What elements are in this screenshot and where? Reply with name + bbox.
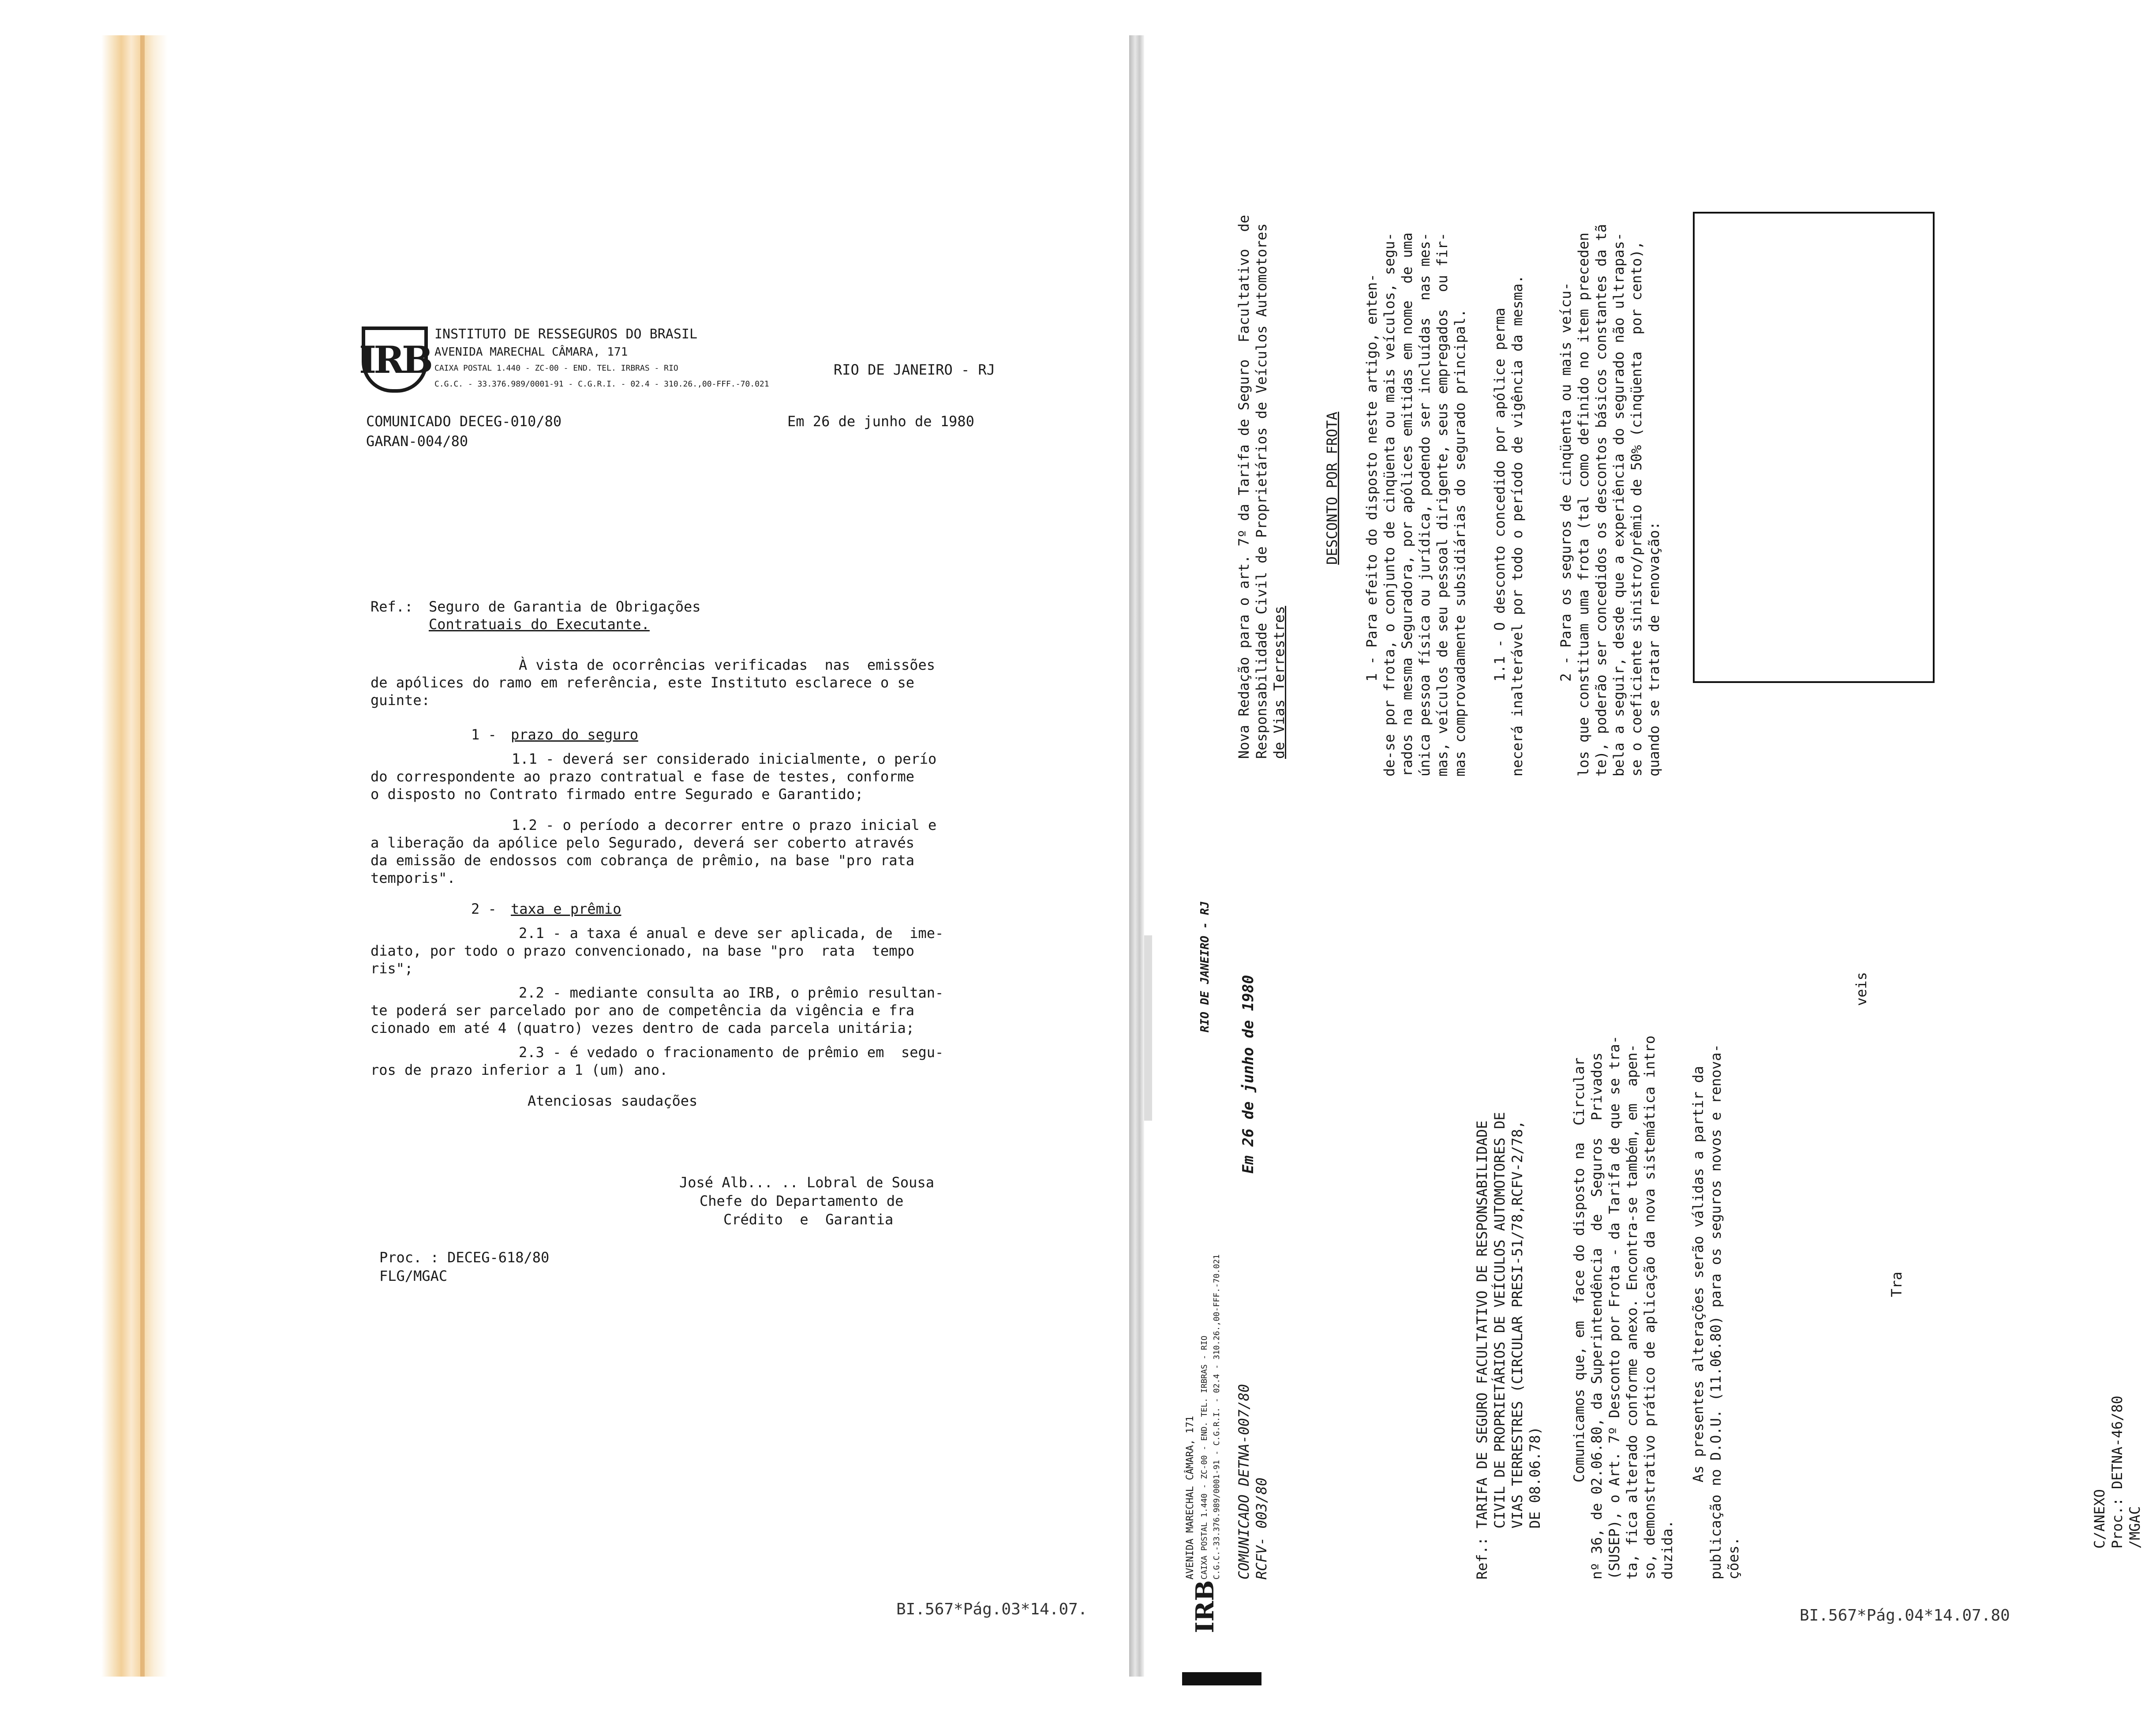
- annex-header-line-2: Responsabilidade Civil de Proprietários de Veículos Automotores: [1253, 223, 1270, 759]
- right-letterhead-line1: CAIXA POSTAL 1.440 - ZC-00 - END. TEL. IRBRAS - RIO: [1200, 1336, 1209, 1580]
- signature-title-2: Crédito e Garantia: [723, 1211, 894, 1228]
- closing: Atenciosas saudações: [528, 1092, 698, 1109]
- section-2-number: 2 -: [471, 901, 497, 917]
- section-1-title: prazo do seguro: [511, 726, 638, 743]
- right-body-line-3: (SUSEP), o Art. 7º Desconto por Frota - da Tarifa de que se tra-: [1606, 1036, 1623, 1580]
- section-1-number: 1 -: [471, 726, 497, 743]
- annex-article-line-14: bela a seguir, desde que a experiência do segurado não ultrapas-: [1610, 233, 1627, 777]
- letterhead-line1: CAIXA POSTAL 1.440 - ZC-00 - END. TEL. IRBRAS - RIO: [434, 364, 678, 373]
- ref-line-2: Contratuais do Executante.: [429, 616, 650, 633]
- right-body-line-10: ções.: [1725, 1537, 1742, 1580]
- right-ref-line-3: VIAS TERRESTRES (CIRCULAR PRESI-51/78,RCFV-2/78,: [1509, 1120, 1526, 1580]
- item-2-1-line-2: diato, por todo o prazo convencionado, na base "pro rata tempo: [371, 942, 914, 959]
- right-ref-line-2: CIVIL DE PROPRIETÁRIOS DE VEÍCULOS AUTOMOTORES DE: [1491, 1112, 1508, 1580]
- right-body-line-2: nº 36, de 02.06.80, da Superintendência de Seguros Privados: [1588, 1052, 1605, 1580]
- item-1-2-line-4: temporis".: [371, 870, 456, 886]
- letterhead-city: RIO DE JANEIRO - RJ: [834, 361, 996, 378]
- right-document-date: Em 26 de junho de 1980: [1239, 975, 1257, 1174]
- right-body-line-5: so, demonstrativo prático de aplicação da nova sistemática intro: [1641, 1036, 1658, 1580]
- right-body-line-8: As presentes alterações serão válidas a partir da: [1690, 1066, 1707, 1482]
- annex-article-line-16: quando se tratar de renovação:: [1646, 522, 1662, 777]
- section-2-title: taxa e prêmio: [511, 901, 621, 917]
- binding-strip: [101, 35, 168, 1677]
- binding-line: [140, 35, 145, 1677]
- scan-mark: [1144, 935, 1152, 1121]
- anexo-line-1: C/ANEXO: [2091, 1489, 2108, 1549]
- item-1-1-line-2: do correspondente ao prazo contratual e fase de testes, conforme: [371, 768, 914, 785]
- page-footer-left: BI.567*Pág.03*14.07.: [896, 1600, 1088, 1618]
- document-date: Em 26 de junho de 1980: [787, 413, 974, 430]
- anexo-line-3: /MGAC: [2126, 1506, 2143, 1549]
- annex-article-line-13: te), poderão ser concedidos os descontos básicos constantes da tã: [1593, 224, 1610, 777]
- letterhead-name: INSTITUTO DE RESSEGUROS DO BRASIL: [434, 326, 698, 342]
- annex-article-line-12: los que constituam uma frota (tal como definido no item preceden: [1575, 233, 1592, 777]
- annex-article-line-11: 2 - Para os seguros de cinqüenta ou mais veícu-: [1557, 282, 1574, 682]
- item-1-1-line-3: o disposto no Contrato firmado entre Segurado e Garantido;: [371, 786, 864, 803]
- page-gutter: [1129, 35, 1144, 1677]
- annex-article-line-15: se o coeficiente sinistro/prêmio de 50% (cinqüenta por cento),: [1628, 241, 1645, 777]
- right-letterhead-line2: C.G.C.-33.376.989/0001-91 - C.G.R.I. - 02.4 - 310.26.,00-FFF.-70.021: [1212, 1254, 1221, 1580]
- cut-fragment-tra: Tra: [1888, 1272, 1905, 1297]
- right-letterhead-city: RIO DE JANEIRO - RJ: [1198, 901, 1212, 1032]
- letterhead-line2: C.G.C. - 33.376.989/0001-91 - C.G.R.I. - 02.4 - 310.26.,00-FFF.-70.021: [434, 379, 769, 389]
- item-2-2-line-2: te poderá ser parcelado por ano de competência da vigência e fra: [371, 1002, 914, 1019]
- right-rcfv-number: RCFV- 003/80: [1253, 1477, 1270, 1580]
- table-placeholder-box: [1693, 212, 1935, 683]
- right-body-line-1: Comunicamos que, em face do disposto na Circular: [1571, 1057, 1587, 1482]
- annex-article-line-8: 1.1 - O desconto concedido por apólice perma: [1491, 308, 1508, 682]
- intro-line-1: À vista de ocorrências verificadas nas emissões: [519, 657, 936, 673]
- annex-header-line-3: de Vias Terrestres: [1271, 606, 1288, 759]
- item-2-2-line-1: 2.2 - mediante consulta ao IRB, o prêmio resultan-: [519, 984, 944, 1001]
- cut-fragment-veis: veis: [1853, 972, 1870, 1006]
- item-1-2-line-2: a liberação da apólice pelo Segurado, deverá ser coberto através: [371, 834, 914, 851]
- right-body-line-6: duzida.: [1659, 1520, 1676, 1580]
- item-1-1-line-1: 1.1 - deverá ser considerado inicialmente, o perío: [512, 750, 937, 767]
- right-letterhead-address: AVENIDA MARECHAL CÂMARA, 171: [1185, 1416, 1196, 1580]
- item-1-2-line-1: 1.2 - o período a decorrer entre o prazo inicial e: [512, 817, 937, 833]
- comunicado-number: COMUNICADO DECEG-010/80: [366, 413, 562, 430]
- item-2-3-line-1: 2.3 - é vedado o fracionamento de prêmio em segu-: [519, 1044, 944, 1061]
- annex-article-line-6: mas comprovadamente subsidiárias do segurado principal.: [1452, 309, 1468, 777]
- process-number: Proc. : DECEG-618/80: [379, 1249, 550, 1266]
- signature-name: José Alb... .. Lobral de Sousa: [679, 1174, 934, 1191]
- right-ref-line-1: Ref.: TARIFA DE SEGURO FACULTATIVO DE RESPONSABILIDADE: [1474, 1120, 1490, 1580]
- annex-article-line-2: de-se por frota, o conjunto de cinqüenta ou mais veículos, segu-: [1381, 233, 1398, 777]
- intro-line-3: guinte:: [371, 692, 430, 709]
- initials: FLG/MGAC: [379, 1268, 448, 1284]
- irb-logo-text: IRB: [359, 338, 431, 382]
- annex-header-line-1: Nova Redação para o art. 7º da Tarifa de Seguro Facultativo de: [1235, 215, 1252, 759]
- item-2-1-line-1: 2.1 - a taxa é anual e deve ser aplicada, de ime-: [519, 925, 944, 942]
- right-body-line-9: publicação no D.O.U. (11.06.80) para os seguros novos e renova-: [1707, 1044, 1724, 1580]
- page-footer-right: BI.567*Pág.04*14.07.80: [1800, 1606, 2010, 1625]
- annex-article-line-3: rados na mesma Seguradora, por apólices emitidas em nome de uma: [1399, 233, 1415, 777]
- item-2-1-line-3: ris";: [371, 960, 413, 977]
- item-2-3-line-2: ros de prazo inferior a 1 (um) ano.: [371, 1062, 668, 1078]
- item-2-2-line-3: cionado em até 4 (quatro) vezes dentro de cada parcela unitária;: [371, 1020, 914, 1036]
- annex-article-line-5: mas, veículos de seu pessoal dirigente, seus empregados ou fir-: [1434, 233, 1451, 777]
- annex-article-line-4: única pessoa física ou jurídica, podendo ser incluídas nas mes-: [1416, 233, 1433, 777]
- right-ref-line-4: DE 08.06.78): [1527, 1426, 1543, 1580]
- letterhead-address: AVENIDA MARECHAL CÂMARA, 171: [434, 345, 628, 359]
- ref-line-1: Seguro de Garantia de Obrigações: [429, 598, 701, 615]
- frota-heading: DESCONTO POR FROTA: [1324, 412, 1340, 565]
- irb-logo: [359, 326, 431, 393]
- signature-title-1: Chefe do Departamento de: [700, 1193, 904, 1209]
- item-1-2-line-3: da emissão de endossos com cobrança de prêmio, na base "pro rata: [371, 852, 914, 869]
- right-body-line-4: ta, fica alterado conforme anexo. Encontra-se também, em apen-: [1624, 1044, 1640, 1580]
- annex-article-line-1: 1 - Para efeito do disposto neste artigo, enten-: [1363, 274, 1380, 682]
- ref-label: Ref.:: [371, 598, 413, 615]
- garan-number: GARAN-004/80: [366, 433, 468, 450]
- scan-bar: [1182, 1672, 1261, 1685]
- right-comunicado-number: COMUNICADO DETNA-007/80: [1235, 1384, 1252, 1580]
- anexo-line-2: Proc.: DETNA-46/80: [2109, 1396, 2126, 1549]
- irb-logo-small: IRB: [1190, 1580, 1220, 1633]
- annex-article-line-9: necerá inalterável por todo o período de vigência da mesma.: [1509, 275, 1526, 777]
- intro-line-2: de apólices do ramo em referência, este Instituto esclarece o se: [371, 674, 914, 691]
